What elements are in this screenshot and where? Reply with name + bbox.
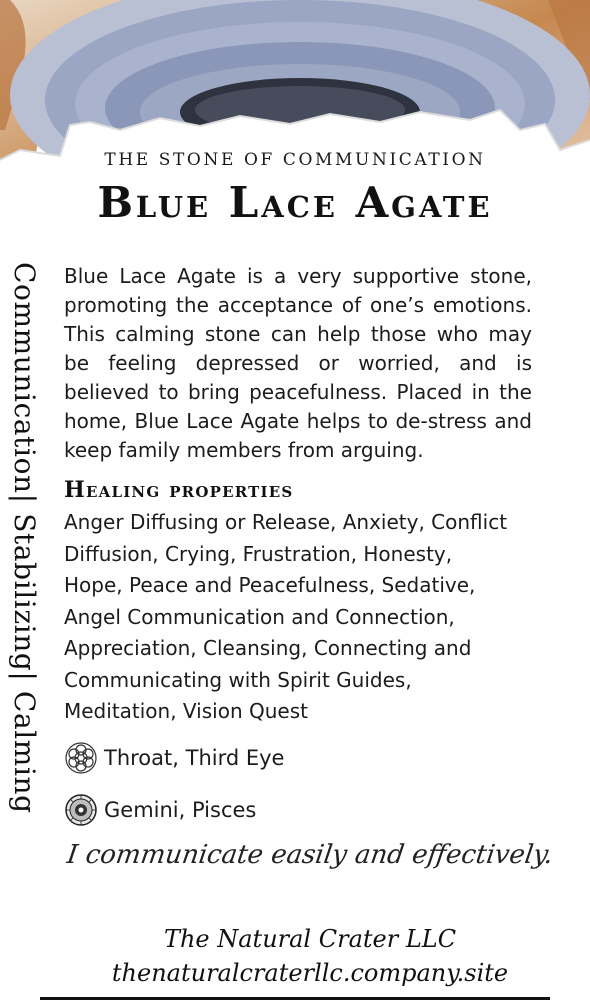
side-keywords-text: Communication| Stabilizing| Calming [8,262,41,814]
affirmation-text: I communicate easily and effectively. [65,840,555,870]
zodiac-wheel-icon [64,793,98,827]
stone-title: Blue Lace Agate [97,178,493,227]
side-keywords-strip [2,262,46,902]
main-content [64,262,532,830]
bottom-divider [40,997,550,1000]
chakra-text: Throat, Third Eye [104,745,285,770]
healing-properties-heading: Healing properties [64,477,294,503]
healing-properties-list: Anger Diffusing or Release, Anxiety, Conflict Diffusion, Crying, Frustration, Honesty, Hope, Peace and Peacefulness, Sedative, Angel Communication and Connection, Appreciation, Cleansing, Connecting and Communicating with Spirit Guides, Meditation, Vision Quest [64,510,508,723]
brand-name: The Natural Crater LLC [163,925,457,953]
stone-description: Blue Lace Agate is a very supportive stone, promoting the acceptance of one’s emotions. This calming stone can help those who may be feeling depressed or worried, and is believed to bring peacefulness. Placed in the home, Blue Lace Agate helps to de-stress and keep family members from arguing. [64,264,532,462]
chakra-flower-icon [64,741,98,775]
brand-website: thenaturalcraterllc.company.site [111,959,509,987]
stone-subtitle: THE STONE OF COMMUNICATION [104,150,486,170]
zodiac-text: Gemini, Pisces [104,797,257,822]
zodiac-row [64,790,532,830]
chakra-row [64,738,532,778]
footer-brand [60,922,560,990]
